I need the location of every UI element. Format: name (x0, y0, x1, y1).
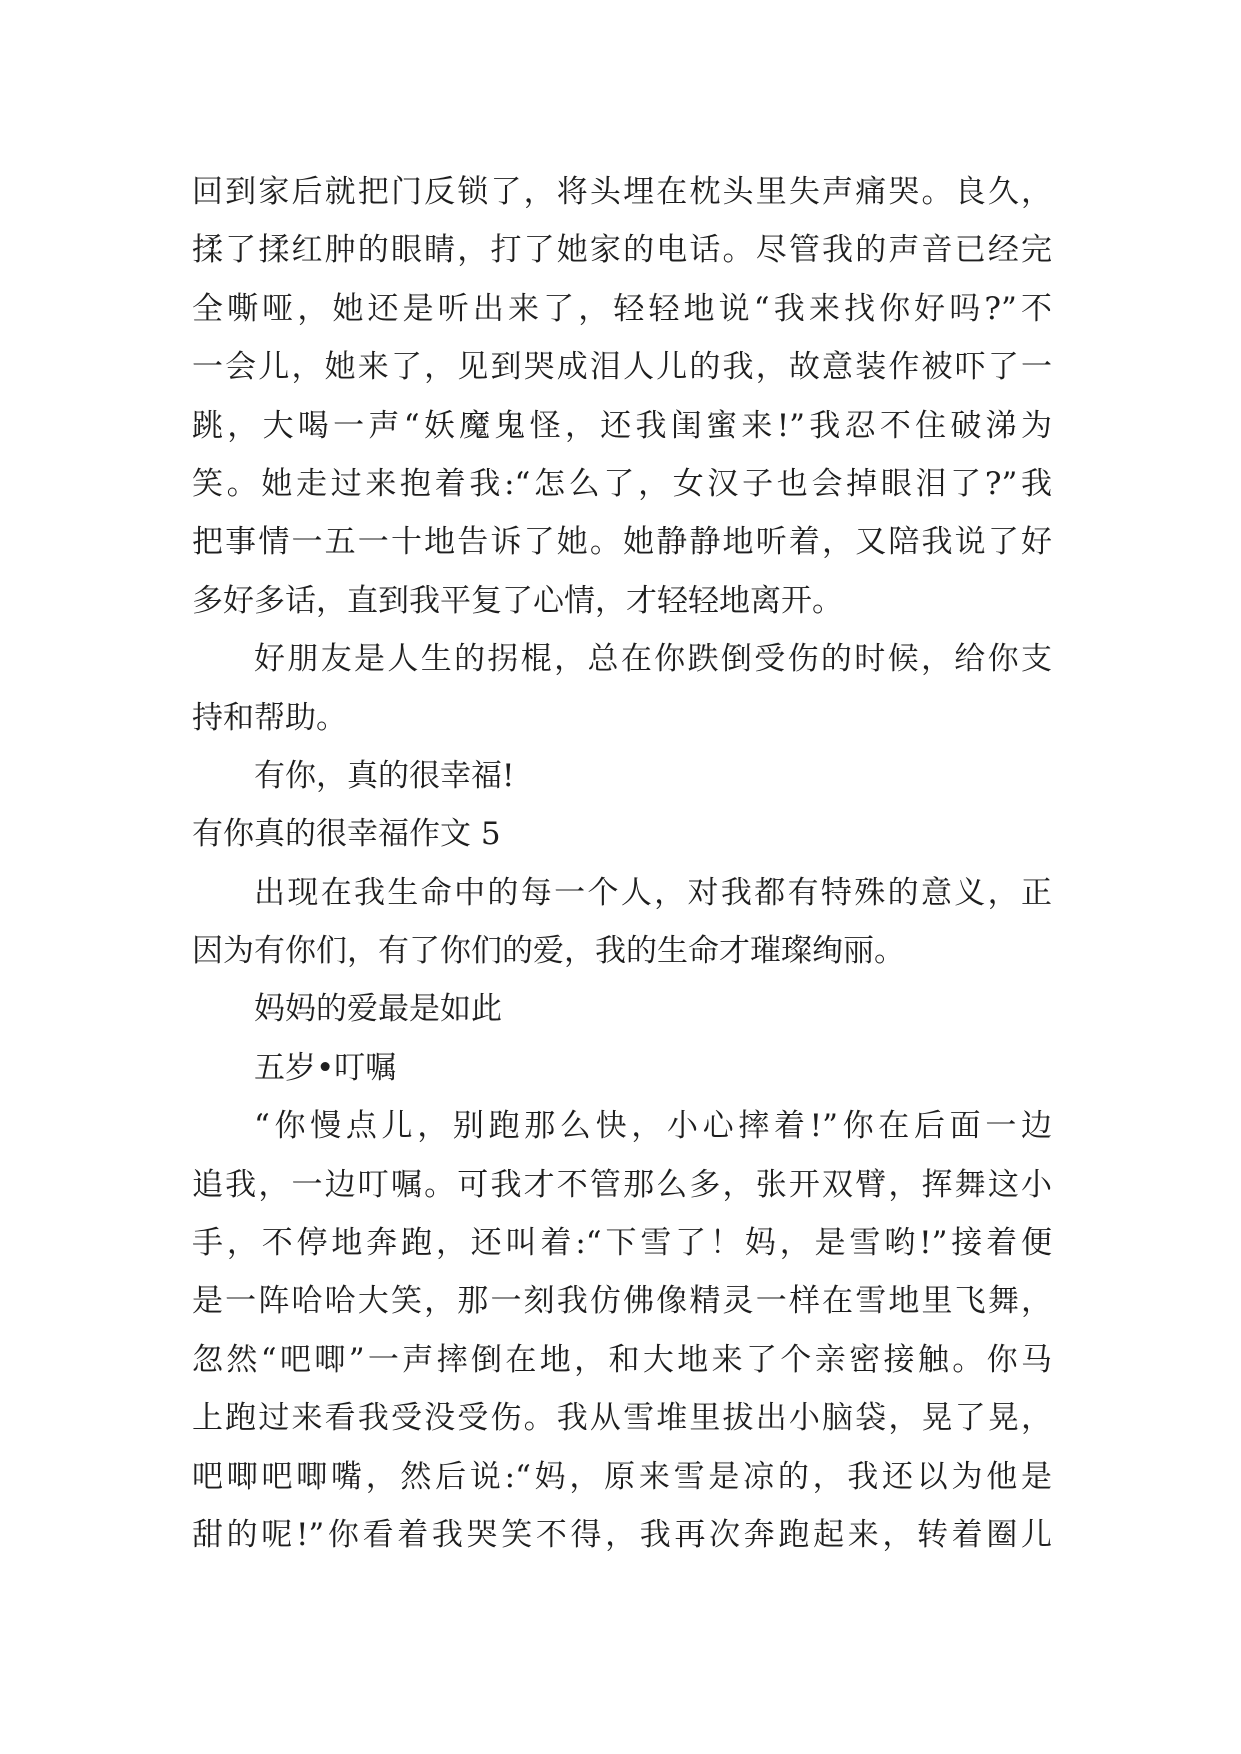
text-line: 揉了揉红肿的眼睛，打了她家的电话。尽管我的声音已经完 (192, 232, 1052, 269)
document-body (192, 163, 1052, 1564)
text-line: 好朋友是人生的拐棍，总在你跌倒受伤的时候，给你支 (254, 641, 1052, 678)
text-line: 一会儿，她来了，见到哭成泪人儿的我，故意装作被吓了一 (192, 349, 1052, 386)
text-line: 跳，大喝一声“妖魔鬼怪，还我闺蜜来!”我忍不住破涕为 (192, 407, 1052, 444)
subheading: 五岁•叮嘱 (254, 1049, 397, 1086)
text-line: 出现在我生命中的每一个人，对我都有特殊的意义，正 (254, 874, 1052, 911)
text-line: 把事情一五一十地告诉了她。她静静地听着，又陪我说了好 (192, 524, 1052, 561)
text-line: 是一阵哈哈大笑，那一刻我仿佛像精灵一样在雪地里飞舞， (192, 1283, 1052, 1320)
section-heading: 有你真的很幸福作文 5 (192, 816, 501, 853)
text-line: 多好多话，直到我平复了心情，才轻轻地离开。 (192, 582, 843, 619)
text-line: 全嘶哑，她还是听出来了，轻轻地说“我来找你好吗?”不 (192, 290, 1052, 327)
text-line: 忽然“吧唧”一声摔倒在地，和大地来了个亲密接触。你马 (192, 1341, 1052, 1378)
text-line: 因为有你们，有了你们的爱，我的生命才璀璨绚丽。 (192, 933, 905, 970)
text-line: 笑。她走过来抱着我:“怎么了，女汉子也会掉眼泪了?”我 (192, 465, 1052, 502)
text-line: 回到家后就把门反锁了，将头埋在枕头里失声痛哭。良久， (192, 174, 1052, 210)
text-line: 持和帮助。 (192, 699, 347, 736)
text-line: 甜的呢!”你看着我哭笑不得，我再次奔跑起来，转着圈儿 (192, 1516, 1052, 1553)
subheading: 妈妈的爱最是如此 (254, 991, 502, 1028)
text-line: “你慢点儿，别跑那么快，小心摔着!”你在后面一边 (254, 1108, 1052, 1145)
text-line: 追我，一边叮嘱。可我才不管那么多，张开双臂，挥舞这小 (192, 1166, 1052, 1203)
text-line: 上跑过来看我受没受伤。我从雪堆里拔出小脑袋，晃了晃， (192, 1400, 1052, 1437)
text-line: 吧唧吧唧嘴，然后说:“妈，原来雪是凉的，我还以为他是 (192, 1458, 1052, 1495)
text-line: 手，不停地奔跑，还叫着:“下雪了！妈，是雪哟!”接着便 (192, 1225, 1052, 1262)
text-line: 有你，真的很幸福! (254, 757, 515, 794)
